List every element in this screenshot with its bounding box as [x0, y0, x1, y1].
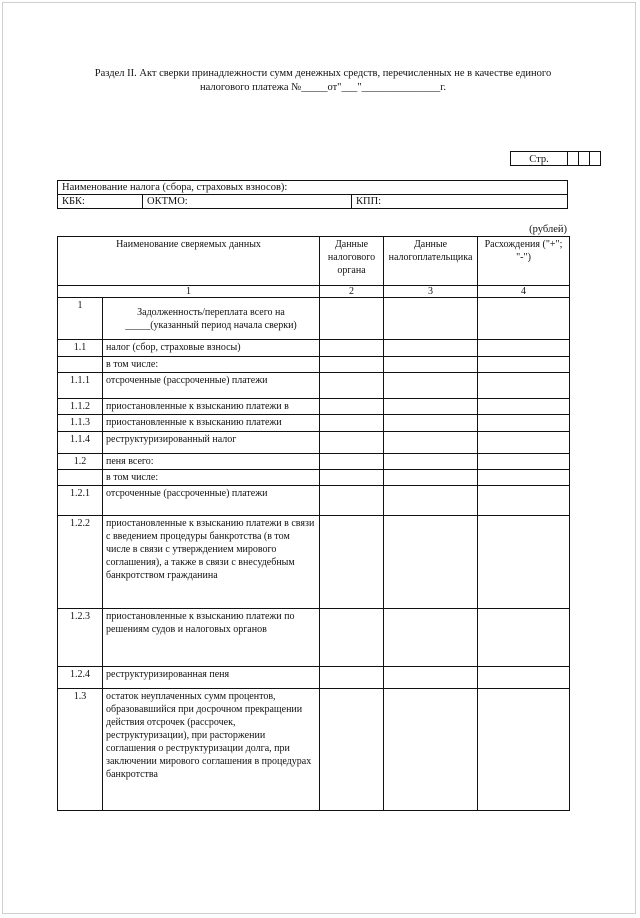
taxpayer-cell[interactable] [384, 609, 478, 667]
row-number [58, 470, 103, 486]
page-digit-cell[interactable] [579, 151, 590, 166]
taxpayer-cell[interactable] [384, 357, 478, 373]
header-tax-authority: Данные налогового органа [320, 237, 384, 286]
page-label: Стр. [510, 151, 568, 166]
row-number: 1.1.2 [58, 399, 103, 415]
discrepancy-cell[interactable] [478, 298, 570, 340]
kpp-field[interactable]: КПП: [352, 195, 568, 209]
header-taxpayer: Данные налогоплательщика [384, 237, 478, 286]
discrepancy-cell[interactable] [478, 470, 570, 486]
row-number: 1.1.1 [58, 373, 103, 399]
column-number: 2 [320, 286, 384, 298]
title-line-2: налогового платежа №_____от"___"_______________г. [199, 82, 447, 93]
taxpayer-cell[interactable] [384, 454, 478, 470]
units-label: (рублей) [529, 224, 567, 235]
row-number: 1.3 [58, 689, 103, 811]
row-label: приостановленные к взысканию платежи в связи с введением процедуры банкротства (в том числе в связи с утверждением мирового соглашения), а также в связи с внесудебным банкротством гражданина [103, 516, 320, 609]
table-row [58, 667, 570, 689]
discrepancy-cell[interactable] [478, 399, 570, 415]
discrepancy-cell[interactable] [478, 432, 570, 454]
table-row [58, 357, 570, 373]
row-number: 1.2 [58, 454, 103, 470]
row-label: остаток неуплаченных сумм процентов, образовавшийся при досрочном прекращении действия отсрочек (рассрочек, реструктуризации), при расторжении соглашения о реструктуризации долга, при заключении мирового соглашения в процедурах банкротства [103, 689, 320, 811]
tax-authority-cell[interactable] [320, 689, 384, 811]
tax-name-field[interactable]: Наименование налога (сбора, страховых взносов): [58, 181, 568, 195]
page-digit-cell[interactable] [568, 151, 579, 166]
header-name: Наименование сверяемых данных [58, 237, 320, 286]
row-number: 1 [58, 298, 103, 340]
table-row [58, 454, 570, 470]
row-label: отсроченные (рассроченные) платежи [103, 486, 320, 516]
column-number: 3 [384, 286, 478, 298]
taxpayer-cell[interactable] [384, 516, 478, 609]
table-row [58, 689, 570, 811]
tax-authority-cell[interactable] [320, 298, 384, 340]
taxpayer-cell[interactable] [384, 689, 478, 811]
table-row [58, 415, 570, 432]
table-row [58, 609, 570, 667]
row-label: приостановленные к взысканию платежи по решениям судов и налоговых органов [103, 609, 320, 667]
header-discrepancy: Расхождения ("+"; "-") [478, 237, 570, 286]
row-label: в том числе: [103, 470, 320, 486]
tax-authority-cell[interactable] [320, 415, 384, 432]
table-row [58, 516, 570, 609]
row-label: приостановленные к взысканию платежи в [103, 399, 320, 415]
tax-authority-cell[interactable] [320, 340, 384, 357]
table-row [58, 373, 570, 399]
row-label: приостановленные к взысканию платежи [103, 415, 320, 432]
row-number: 1.2.2 [58, 516, 103, 609]
row-label: пеня всего: [103, 454, 320, 470]
discrepancy-cell[interactable] [478, 486, 570, 516]
taxpayer-cell[interactable] [384, 340, 478, 357]
row-number [58, 357, 103, 373]
table-row [58, 340, 570, 357]
taxpayer-cell[interactable] [384, 399, 478, 415]
row-label: отсроченные (рассроченные) платежи [103, 373, 320, 399]
tax-authority-cell[interactable] [320, 470, 384, 486]
tax-authority-cell[interactable] [320, 667, 384, 689]
row-number: 1.2.1 [58, 486, 103, 516]
discrepancy-cell[interactable] [478, 609, 570, 667]
discrepancy-cell[interactable] [478, 340, 570, 357]
taxpayer-cell[interactable] [384, 298, 478, 340]
title-line-1: Раздел II. Акт сверки принадлежности сумм денежных средств, перечисленных не в качестве единого [94, 68, 552, 79]
row-number: 1.2.3 [58, 609, 103, 667]
tax-authority-cell[interactable] [320, 454, 384, 470]
oktmo-field[interactable]: ОКТМО: [143, 195, 352, 209]
taxpayer-cell[interactable] [384, 415, 478, 432]
row-number: 1.2.4 [58, 667, 103, 689]
reconciliation-table [57, 236, 570, 811]
tax-authority-cell[interactable] [320, 609, 384, 667]
tax-info-table [57, 180, 568, 209]
section-title [40, 67, 606, 95]
table-row [58, 470, 570, 486]
discrepancy-cell[interactable] [478, 689, 570, 811]
row-number: 1.1.3 [58, 415, 103, 432]
taxpayer-cell[interactable] [384, 486, 478, 516]
discrepancy-cell[interactable] [478, 516, 570, 609]
row-label: реструктуризированная пеня [103, 667, 320, 689]
tax-authority-cell[interactable] [320, 516, 384, 609]
page-digit-cell[interactable] [590, 151, 601, 166]
row-label: реструктуризированный налог [103, 432, 320, 454]
discrepancy-cell[interactable] [478, 357, 570, 373]
row-label: налог (сбор, страховые взносы) [103, 340, 320, 357]
table-row [58, 432, 570, 454]
discrepancy-cell[interactable] [478, 373, 570, 399]
row-number: 1.1.4 [58, 432, 103, 454]
table-row [58, 298, 570, 340]
kbk-field[interactable]: КБК: [58, 195, 143, 209]
taxpayer-cell[interactable] [384, 373, 478, 399]
row-number: 1.1 [58, 340, 103, 357]
tax-authority-cell[interactable] [320, 357, 384, 373]
row-label: в том числе: [103, 357, 320, 373]
table-row [58, 486, 570, 516]
tax-authority-cell[interactable] [320, 432, 384, 454]
tax-authority-cell[interactable] [320, 373, 384, 399]
tax-authority-cell[interactable] [320, 399, 384, 415]
table-row [58, 399, 570, 415]
tax-authority-cell[interactable] [320, 486, 384, 516]
taxpayer-cell[interactable] [384, 432, 478, 454]
discrepancy-cell[interactable] [478, 415, 570, 432]
discrepancy-cell[interactable] [478, 454, 570, 470]
column-number: 4 [478, 286, 570, 298]
taxpayer-cell[interactable] [384, 667, 478, 689]
row-label: Задолженность/переплата всего на _____(указанный период начала сверки) [103, 298, 320, 340]
column-number: 1 [58, 286, 320, 298]
discrepancy-cell[interactable] [478, 667, 570, 689]
taxpayer-cell[interactable] [384, 470, 478, 486]
page-number-box [510, 151, 601, 166]
